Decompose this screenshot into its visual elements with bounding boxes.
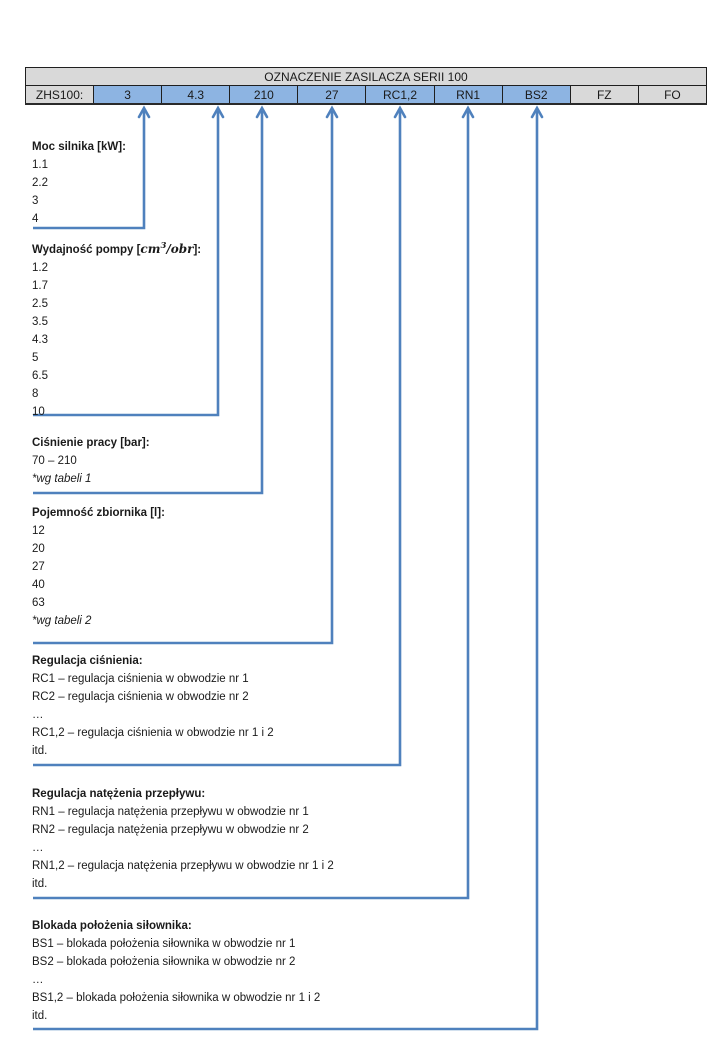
section-line: …: [32, 842, 44, 854]
section-moc-silnika: [32, 138, 126, 228]
section-line: 40: [32, 579, 45, 591]
designation-table: [25, 67, 707, 105]
code-cell-4: RC1,2: [366, 86, 434, 105]
section-line: …: [32, 709, 44, 721]
section-blokada-polozenia-silownika: [32, 917, 320, 1025]
section-line: 2.5: [32, 298, 48, 310]
code-cell-6: BS2: [502, 86, 570, 105]
section-title: Regulacja natężenia przepływu:: [32, 788, 206, 800]
section-title: [32, 240, 201, 259]
section-title: Pojemność zbiornika [l]:: [32, 507, 165, 519]
section-line: RN2 – regulacja natężenia przepływu w obwodzie nr 2: [32, 824, 309, 836]
section-title: Regulacja ciśnienia:: [32, 655, 143, 667]
table-title: OZNACZENIE ZASILACZA SERII 100: [26, 68, 707, 86]
section-title: Blokada położenia siłownika:: [32, 920, 192, 932]
code-cell-2: 210: [230, 86, 298, 105]
section-line: 5: [32, 352, 39, 364]
section-line: 12: [32, 525, 45, 537]
section-cisnienie-pracy: [32, 434, 150, 488]
section-pojemnosc-zbiornika: [32, 504, 165, 630]
section-line: BS1,2 – blokada położenia siłownika w obwodzie nr 1 i 2: [32, 992, 321, 1004]
code-cell-3: 27: [298, 86, 366, 105]
section-regulacja-cisnienia: [32, 652, 274, 760]
code-cell-8: FO: [638, 86, 706, 105]
section-title-suffix: ]:: [193, 244, 202, 256]
section-line: itd.: [32, 745, 48, 757]
section-line: 3: [32, 195, 39, 207]
section-line: BS1 – blokada położenia siłownika w obwodzie nr 1: [32, 938, 296, 950]
section-line: 1.2: [32, 262, 48, 274]
section-line: RC2 – regulacja ciśnienia w obwodzie nr 2: [32, 691, 249, 703]
section-line: RN1,2 – regulacja natężenia przepływu w obwodzie nr 1 i 2: [32, 860, 334, 872]
section-title-prefix: Wydajność pompy [: [32, 244, 141, 256]
section-line: 1.1: [32, 159, 48, 171]
section-line: 6.5: [32, 370, 48, 382]
section-line: itd.: [32, 1010, 48, 1022]
section-line: 63: [32, 597, 45, 609]
section-line: 27: [32, 561, 45, 573]
section-line: *wg tabeli 1: [32, 473, 92, 485]
section-line: 3.5: [32, 316, 48, 328]
section-wydajnosc-pompy: [32, 240, 201, 421]
section-line: 1.7: [32, 280, 48, 292]
section-line: RC1 – regulacja ciśnienia w obwodzie nr 1: [32, 673, 249, 685]
section-line: 20: [32, 543, 45, 555]
section-line: itd.: [32, 878, 48, 890]
section-line: …: [32, 974, 44, 986]
section-line: 2.2: [32, 177, 48, 189]
code-cell-7: FZ: [570, 86, 638, 105]
section-line: RN1 – regulacja natężenia przepływu w obwodzie nr 1: [32, 806, 309, 818]
code-cell-5: RN1: [434, 86, 502, 105]
code-cell-0: 3: [94, 86, 162, 105]
section-regulacja-natezenia-przeplywu: [32, 785, 334, 893]
code-cell-1: 4.3: [162, 86, 230, 105]
section-line: 10: [32, 406, 45, 418]
section-title: Ciśnienie pracy [bar]:: [32, 437, 150, 449]
section-line: 8: [32, 388, 39, 400]
section-title-unit: $cm^3$/obr: [140, 241, 194, 256]
section-line: 70 – 210: [32, 455, 77, 467]
section-line: *wg tabeli 2: [32, 615, 92, 627]
code-row: [26, 86, 707, 105]
table-title-row: [26, 68, 707, 86]
section-line: RC1,2 – regulacja ciśnienia w obwodzie nr 1 i 2: [32, 727, 274, 739]
section-title: Moc silnika [kW]:: [32, 141, 126, 153]
section-line: 4: [32, 213, 39, 225]
section-line: 4.3: [32, 334, 48, 346]
model-code-cell: ZHS100:: [26, 86, 94, 105]
section-line: BS2 – blokada położenia siłownika w obwodzie nr 2: [32, 956, 296, 968]
